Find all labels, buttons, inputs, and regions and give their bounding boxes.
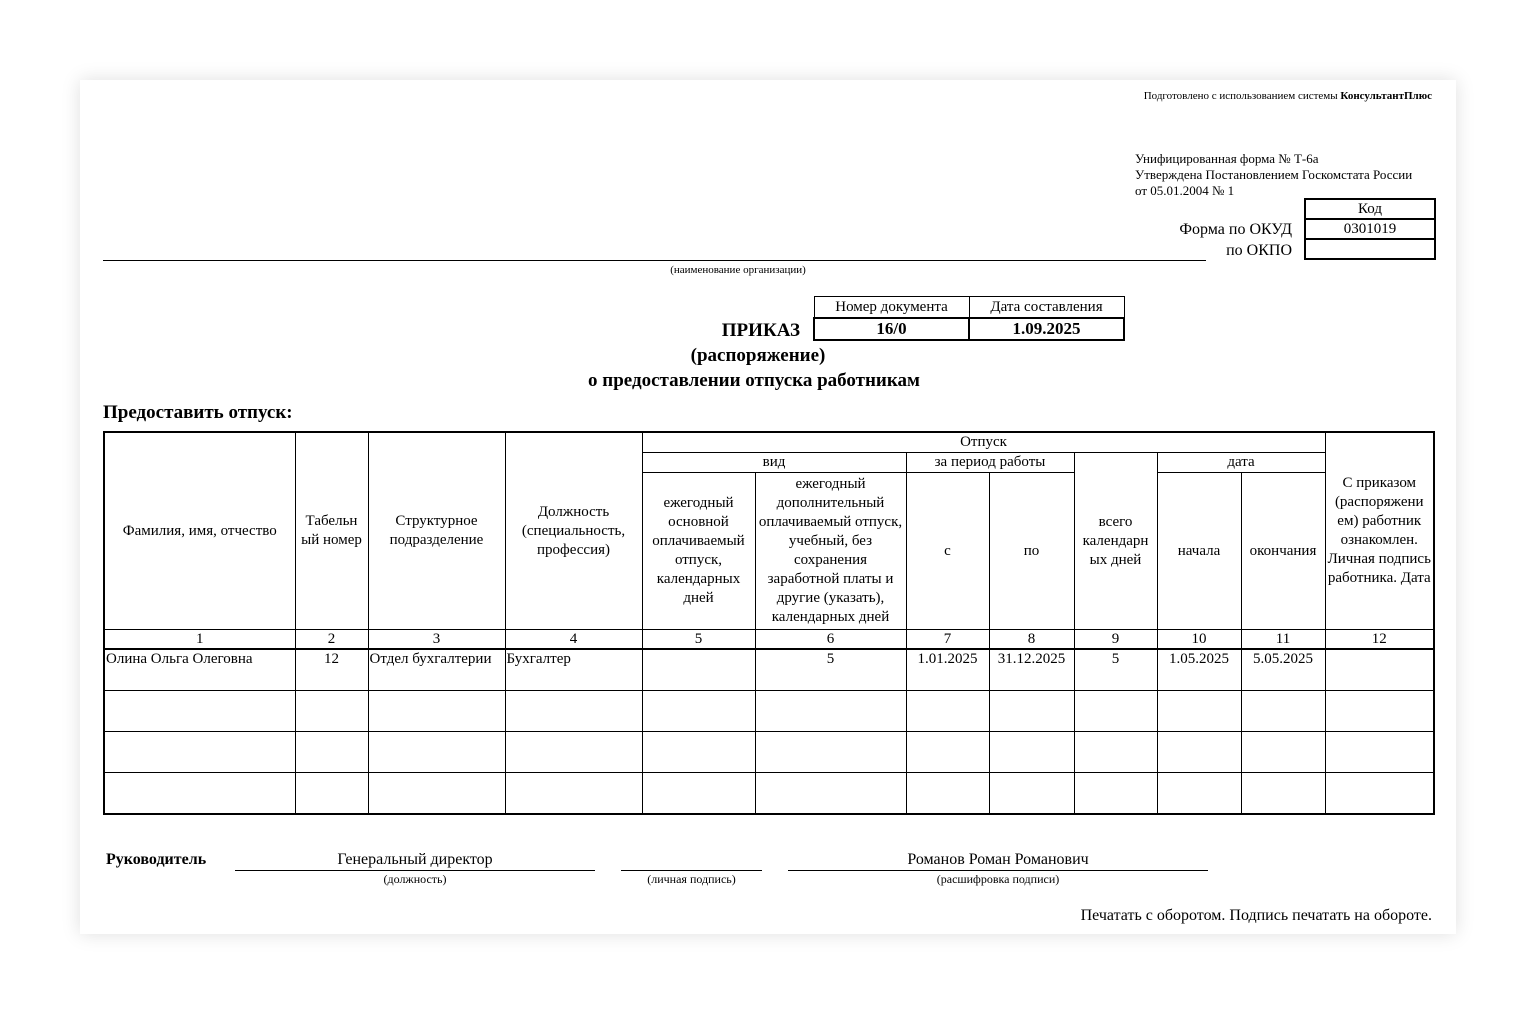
cell-tab-number[interactable] (295, 732, 368, 773)
cell-period-from[interactable]: 1.01.2025 (906, 649, 989, 691)
organization-line (103, 260, 1206, 261)
cell-additional-leave[interactable] (755, 773, 906, 815)
order-subtitle (80, 345, 1456, 367)
cell-period-to[interactable] (989, 773, 1074, 815)
cell-start-date[interactable] (1157, 732, 1241, 773)
column-number: 11 (1241, 630, 1325, 650)
name-line (788, 870, 1208, 871)
cell-fio[interactable] (104, 773, 295, 815)
order-subject-text: о предоставлении отпуска работникам (588, 370, 920, 391)
column-numbers-row (104, 630, 1434, 650)
cell-annual-leave[interactable] (642, 773, 755, 815)
cell-tab-number[interactable] (295, 691, 368, 732)
cell-tab-number[interactable] (295, 773, 368, 815)
cell-department[interactable]: Отдел бухгалтерии (368, 649, 505, 691)
grant-label: Предоставить отпуск: (103, 402, 293, 423)
order-subtitle-text: (распоряжение) (690, 345, 826, 366)
cell-end-date[interactable]: 5.05.2025 (1241, 649, 1325, 691)
cell-acknowledged[interactable] (1325, 732, 1434, 773)
cell-position[interactable]: Бухгалтер (505, 649, 642, 691)
header-type: вид (642, 453, 906, 473)
document-number-box (813, 296, 1125, 341)
table-row (104, 773, 1434, 815)
cell-additional-leave[interactable] (755, 732, 906, 773)
header-leave: Отпуск (642, 432, 1325, 453)
cell-additional-leave[interactable] (755, 691, 906, 732)
column-number: 7 (906, 630, 989, 650)
header-date: дата (1157, 453, 1325, 473)
form-info-line1: Унифицированная форма № Т-6а (1135, 151, 1319, 166)
cell-acknowledged[interactable] (1325, 691, 1434, 732)
column-number: 10 (1157, 630, 1241, 650)
okud-label: Форма по ОКУД (1179, 221, 1292, 238)
header-department: Структурное подразделение (368, 432, 505, 630)
cell-end-date[interactable] (1241, 691, 1325, 732)
column-number: 8 (989, 630, 1074, 650)
cell-period-to[interactable] (989, 691, 1074, 732)
header-period-to: по (989, 473, 1074, 630)
prepared-note (1144, 90, 1432, 102)
cell-total-days[interactable] (1074, 691, 1157, 732)
column-number: 2 (295, 630, 368, 650)
organization-caption: (наименование организации) (670, 264, 806, 276)
header-period: за период работы (906, 453, 1074, 473)
header-end-date: окончания (1241, 473, 1325, 630)
order-title: ПРИКАЗ (721, 320, 800, 341)
form-info (1135, 151, 1412, 199)
form-info-line2: Утверждена Постановлением Госкомстата России (1135, 167, 1413, 182)
number-label: Номер документа (814, 297, 969, 319)
document-date[interactable]: 1.09.2025 (969, 318, 1124, 340)
cell-department[interactable] (368, 773, 505, 815)
cell-department[interactable] (368, 691, 505, 732)
cell-start-date[interactable] (1157, 691, 1241, 732)
cell-total-days[interactable]: 5 (1074, 649, 1157, 691)
name-caption: (расшифровка подписи) (936, 872, 1060, 886)
signature-caption: (личная подпись) (647, 872, 736, 886)
cell-department[interactable] (368, 732, 505, 773)
cell-fio[interactable] (104, 732, 295, 773)
cell-acknowledged[interactable] (1325, 649, 1434, 691)
table-row (104, 649, 1434, 691)
cell-period-to[interactable] (989, 732, 1074, 773)
header-position: Должность (специальность, профессия) (505, 432, 642, 630)
code-box (1304, 198, 1436, 260)
cell-position[interactable] (505, 773, 642, 815)
position-line (235, 870, 595, 871)
cell-period-from[interactable] (906, 732, 989, 773)
header-total-days: всего календарн ых дней (1074, 453, 1157, 630)
print-note: Печатать с оборотом. Подпись печатать на обороте. (1080, 907, 1432, 924)
form-info-line3: от 05.01.2004 № 1 (1135, 183, 1235, 198)
document-number[interactable]: 16/0 (814, 318, 969, 340)
cell-annual-leave[interactable] (642, 691, 755, 732)
table-body (104, 649, 1434, 814)
table-row (104, 691, 1434, 732)
cell-fio[interactable] (104, 691, 295, 732)
column-number: 9 (1074, 630, 1157, 650)
column-number: 6 (755, 630, 906, 650)
form-sheet (80, 80, 1456, 934)
cell-acknowledged[interactable] (1325, 773, 1434, 815)
header-start-date: начала (1157, 473, 1241, 630)
header-annual-leave: ежегодный основной оплачиваемый отпуск, календарных дней (642, 473, 755, 630)
okpo-label: по ОКПО (1226, 242, 1292, 259)
cell-tab-number[interactable]: 12 (295, 649, 368, 691)
header-additional-leave: ежегодный дополнительный оплачиваемый отпуск, учебный, без сохранения заработной платы и другие (указать), календарных дней (755, 473, 906, 630)
cell-period-from[interactable] (906, 773, 989, 815)
cell-position[interactable] (505, 691, 642, 732)
cell-total-days[interactable] (1074, 773, 1157, 815)
head-position[interactable]: Генеральный директор (337, 851, 493, 868)
vacation-table (103, 431, 1435, 815)
date-label: Дата составления (969, 297, 1124, 319)
header-acknowledged: С приказом (распоряжени ем) работник ознакомлен. Личная подпись работника. Дата (1325, 432, 1434, 630)
cell-fio[interactable]: Олина Ольга Олеговна (104, 649, 295, 691)
table-row (104, 732, 1434, 773)
prepared-prefix: Подготовлено с использованием системы (1143, 90, 1341, 102)
cell-total-days[interactable] (1074, 732, 1157, 773)
cell-position[interactable] (505, 732, 642, 773)
order-subject (80, 370, 1456, 392)
cell-start-date[interactable]: 1.05.2025 (1157, 649, 1241, 691)
position-caption: (должность) (383, 872, 447, 886)
cell-end-date[interactable] (1241, 773, 1325, 815)
header-tab-number: Табельн ый номер (295, 432, 368, 630)
cell-end-date[interactable] (1241, 732, 1325, 773)
cell-period-from[interactable] (906, 691, 989, 732)
header-fio: Фамилия, имя, отчество (104, 432, 295, 630)
cell-period-to[interactable]: 31.12.2025 (989, 649, 1074, 691)
column-number: 1 (104, 630, 295, 650)
code-header: Код (1305, 199, 1435, 219)
column-number: 4 (505, 630, 642, 650)
head-label: Руководитель (106, 851, 207, 868)
cell-additional-leave[interactable]: 5 (755, 649, 906, 691)
column-number: 12 (1325, 630, 1434, 650)
prepared-brand: КонсультантПлюс (1340, 90, 1432, 102)
cell-annual-leave[interactable] (642, 732, 755, 773)
okud-value[interactable]: 0301019 (1305, 219, 1435, 239)
cell-annual-leave[interactable] (642, 649, 755, 691)
okpo-value[interactable] (1305, 239, 1435, 259)
head-name[interactable]: Романов Роман Романович (907, 851, 1089, 868)
column-number: 5 (642, 630, 755, 650)
cell-start-date[interactable] (1157, 773, 1241, 815)
column-number: 3 (368, 630, 505, 650)
signature-line (621, 870, 762, 871)
header-period-from: с (906, 473, 989, 630)
